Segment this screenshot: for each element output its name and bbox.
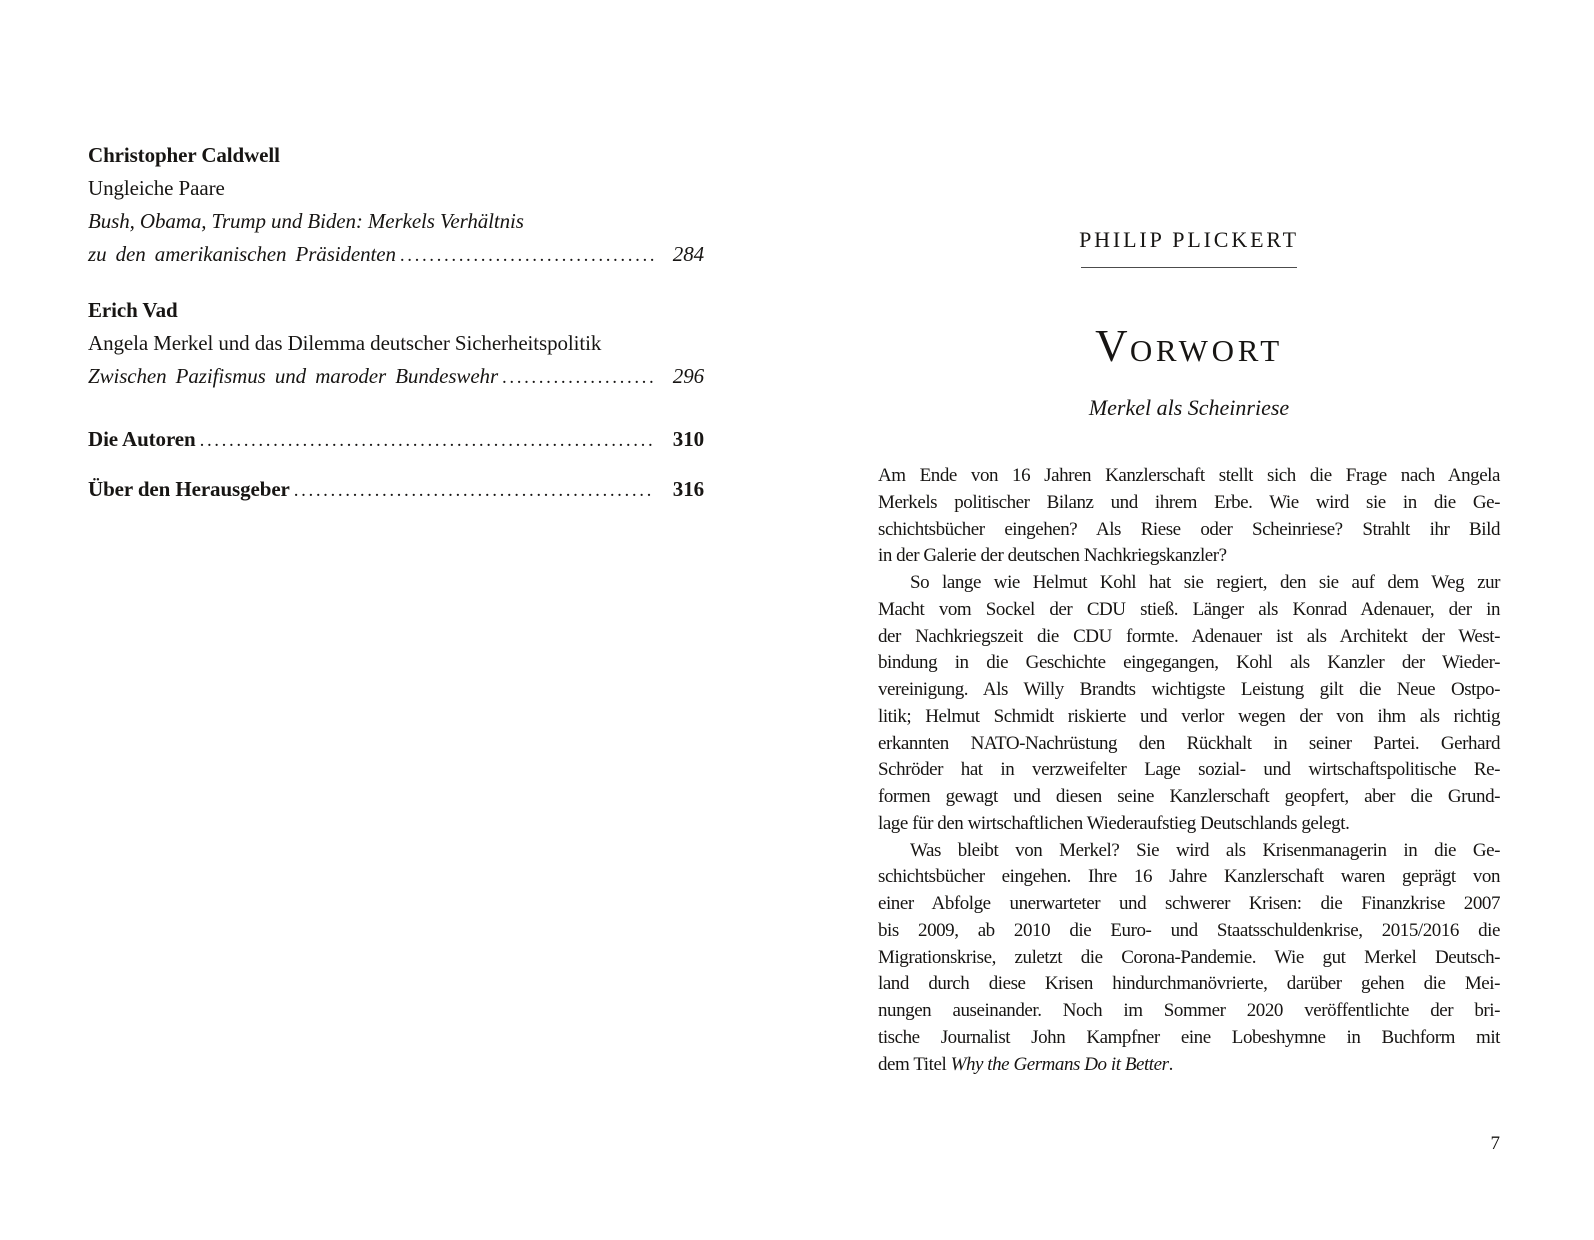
toc-entry-page-number: 316 bbox=[672, 477, 704, 501]
text-line: So lange wie Helmut Kohl hat sie regiert, den sie auf dem Weg zur bbox=[910, 572, 1500, 593]
toc-backmatter-label: Die Autoren bbox=[88, 427, 196, 451]
leader-dots bbox=[400, 238, 654, 272]
toc-entry-author: Christopher Caldwell bbox=[88, 143, 280, 167]
text-line: nungen auseinander. Noch im Sommer 2020 veröffentlichte der bri- bbox=[878, 1000, 1500, 1021]
foreword-page bbox=[878, 226, 1500, 1078]
text-line: litik; Helmut Schmidt riskierte und verlor wegen der von ihm als richtig bbox=[878, 705, 1500, 727]
chapter-title-rest: ORWORT bbox=[1129, 333, 1283, 368]
text-line: bindung in die Geschichte eingegangen, Kohl als Kanzler der Wieder- bbox=[878, 652, 1500, 674]
leader-dots bbox=[200, 423, 654, 457]
text-line: Was bleibt von Merkel? Sie wird als Krisenmanagerin in die Ge- bbox=[910, 839, 1500, 861]
text-line: Macht vom Sockel der CDU stieß. Länger als Konrad Adenauer, der in bbox=[878, 598, 1500, 620]
text-line: schichtsbücher eingehen? Als Riese oder Scheinriese? Strahlt ihr Bild bbox=[878, 518, 1500, 540]
toc-backmatter-label: Über den Herausgeber bbox=[88, 477, 290, 501]
text-line: land durch diese Krisen hindurchmanövrierte, darüber gehen die Mei- bbox=[878, 973, 1500, 995]
toc-entry-leader-line bbox=[88, 360, 704, 394]
text-segment: . bbox=[1168, 1053, 1173, 1075]
toc-entry-subtitle: Bush, Obama, Trump und Biden: Merkels Verhältnis bbox=[88, 209, 524, 233]
chapter-subtitle: Merkel als Scheinriese bbox=[1088, 395, 1290, 420]
text-line bbox=[878, 1052, 1500, 1079]
page-number: 7 bbox=[1490, 1133, 1500, 1154]
text-line: in der Galerie der deutschen Nachkriegskanzler? bbox=[878, 545, 1227, 567]
toc-entry bbox=[88, 139, 704, 272]
paragraph bbox=[878, 463, 1500, 570]
text-line: erkannten NATO-Nachrüstung den Rückhalt in seiner Partei. Gerhard bbox=[878, 732, 1500, 754]
chapter-title-initial: V bbox=[1095, 321, 1130, 371]
toc-entry-subtitle-continued: zu den amerikanischen Präsidenten bbox=[88, 242, 396, 266]
text-line: vereinigung. Als Willy Brandts wichtigste Leistung gilt die Neue Ostpo- bbox=[878, 679, 1500, 700]
toc-entry bbox=[88, 294, 704, 394]
text-line: tische Journalist John Kampfner eine Lobeshymne in Buchform mit bbox=[878, 1026, 1500, 1048]
text-line: Migrationskrise, zuletzt die Corona-Pandemie. Wie gut Merkel Deutsch- bbox=[878, 946, 1500, 968]
text-line: Am Ende von 16 Jahren Kanzlerschaft stellt sich die Frage nach Angela bbox=[878, 465, 1500, 486]
toc-entry-page-number: 310 bbox=[672, 427, 704, 451]
paragraph bbox=[878, 838, 1500, 1079]
toc-entry-subtitle: Zwischen Pazifismus und maroder Bundeswehr bbox=[88, 364, 499, 388]
text-line: schichtsbücher eingehen. Ihre 16 Jahre Kanzlerschaft waren geprägt von bbox=[878, 866, 1500, 888]
toc-entry-title: Angela Merkel und das Dilemma deutscher Sicherheitspolitik bbox=[88, 331, 602, 355]
toc-entry-leader-line bbox=[88, 238, 704, 272]
text-line: einer Abfolge unerwarteter und schwerer Krisen: die Finanzkrise 2007 bbox=[878, 893, 1500, 914]
text-line: bis 2009, ab 2010 die Euro- und Staatsschuldenkrise, 2015/2016 die bbox=[878, 919, 1500, 941]
leader-dots bbox=[502, 360, 654, 394]
text-line: formen gewagt und diesen seine Kanzlerschaft geopfert, aber die Grund- bbox=[878, 786, 1500, 807]
toc-backmatter-entry bbox=[88, 473, 704, 507]
leader-dots bbox=[294, 473, 654, 507]
toc-entry-page-number: 296 bbox=[672, 364, 704, 388]
text-segment: dem Titel bbox=[878, 1053, 951, 1075]
book-title-italic: Why the Germans Do it Better bbox=[950, 1053, 1169, 1075]
foreword-body bbox=[878, 463, 1500, 1078]
chapter-author: PHILIP PLICKERT bbox=[1079, 227, 1299, 252]
author-rule-divider bbox=[1081, 267, 1297, 268]
toc-entry-title: Ungleiche Paare bbox=[88, 176, 225, 200]
toc-entry-page-number: 284 bbox=[672, 242, 704, 266]
toc-page bbox=[88, 139, 704, 507]
text-line: lage für den wirtschaftlichen Wiederaufstieg Deutschlands gelegt. bbox=[878, 812, 1350, 834]
chapter-title bbox=[878, 322, 1500, 375]
toc-entry-author: Erich Vad bbox=[88, 298, 178, 322]
toc-backmatter-entry bbox=[88, 423, 704, 457]
text-line: der Nachkriegszeit die CDU formte. Adenauer ist als Architekt der West- bbox=[878, 625, 1500, 647]
paragraph bbox=[878, 570, 1500, 838]
text-line: Merkels politischer Bilanz und ihrem Erbe. Wie wird sie in die Ge- bbox=[878, 491, 1500, 513]
text-line: Schröder hat in verzweifelter Lage sozial- und wirtschaftspolitische Re- bbox=[878, 759, 1500, 781]
